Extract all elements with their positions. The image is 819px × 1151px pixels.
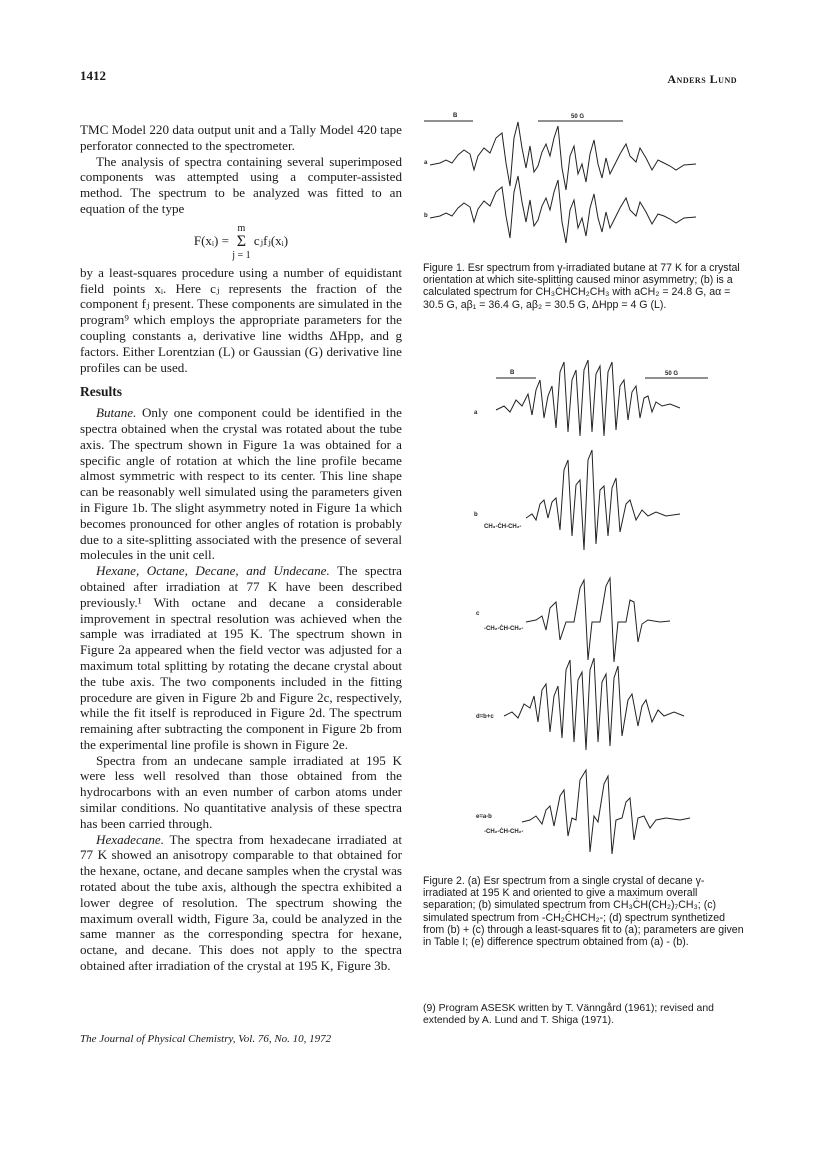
paragraph-hexadecane: [80, 832, 402, 974]
figure-2-structure-c: -CH₂-ĊH-CH₂-: [484, 626, 524, 632]
figure-2-trace-label-d: d=b+c: [476, 714, 494, 720]
butane-text: Only one component could be identified in the spectra obtained when the crystal was rotated about the tube axis. The spectrum shown in Figure 1a was obtained for a specific angle of rotation at which the line profile became almost symmetric with respect to its center. This line shape can be reasonably well simulated using the parameters given in Figure 1b. The slight asymmetry noted in Figure 1a which becomes pronounced for other angles of rotation is probably due to a site-splitting associated with the presence of several molecules in the unit cell.: [80, 405, 402, 563]
hexadecane-lead: Hexadecane.: [96, 831, 164, 847]
paragraph-least-squares: by a least-squares procedure using a number of equidistant field points xᵢ. Here cⱼ represents the fraction of the component fⱼ present. These components are simulated in the program⁹ which employs the appropriate parameters for the coupling constants a, derivative line widths ΔHpp, and g factors. Either Lorentzian (L) or Gaussian (G) derivative line profiles can be used.: [80, 264, 402, 375]
butane-lead: Butane.: [96, 405, 137, 421]
figure-1-trace-a: [430, 122, 696, 190]
figure-1-field-label: B: [453, 113, 458, 119]
sum-lower-limit: j = 1: [232, 249, 251, 261]
paragraph-intro: TMC Model 220 data output unit and a Tally Model 420 tape perforator connected to the spectrometer.: [80, 122, 402, 153]
figure-1: [418, 108, 748, 258]
figure-1-trace-b: [430, 176, 696, 243]
figure-1-scale-label: 50 G: [571, 114, 585, 120]
figure-1-trace-label-a: a: [424, 160, 428, 166]
paragraph-undecane: Spectra from an undecane sample irradiated at 195 K were less well resolved than those obtained from the hydrocarbons with an even number of carbon atoms under similar conditions. No quantitative analysis of these spectra has been carried through.: [80, 752, 402, 831]
equation-sum: [232, 223, 250, 261]
figure-2-structure-b: CH₃-ĊH-CH₂-: [484, 524, 522, 530]
section-heading-results: Results: [80, 384, 123, 400]
equation: [80, 223, 402, 261]
figure-2-trace-label-c: c: [476, 611, 480, 617]
journal-footer: The Journal of Physical Chemistry, Vol. 76, No. 10, 1972: [80, 1033, 332, 1045]
paragraph-analysis: The analysis of spectra containing several superimposed components was attempted using a computer-assisted method. The spectrum to be analyzed was fitted to an equation of the type: [80, 153, 402, 216]
figure-2-trace-d: [504, 658, 684, 750]
figure-2-scale-label: 50 G: [665, 371, 679, 377]
page-number: 1412: [80, 68, 106, 83]
equation-rhs: cⱼfⱼ(xᵢ): [253, 232, 289, 248]
sum-upper-limit: m: [237, 222, 246, 234]
paragraph-hexane: [80, 563, 402, 753]
figure-2-structure-e: -CH₂-ĊH-CH₂-: [484, 829, 524, 835]
figure-1-trace-label-b: b: [424, 213, 428, 219]
figure-2-trace-b: [526, 450, 680, 550]
figure-2-trace-label-a: a: [474, 410, 478, 416]
equation-lhs: F(xᵢ) =: [193, 232, 229, 248]
running-head-author: Anders Lund: [667, 72, 737, 86]
figure-2-trace-label-b: b: [474, 512, 478, 518]
sigma-symbol: Σ: [236, 232, 247, 250]
figure-1-caption: Figure 1. Esr spectrum from γ-irradiated butane at 77 K for a crystal orientation at which site-splitting caused minor asymmetry; (b) is a calculated spectrum for CH₃ĊHCH₂CH₃ with aCH₂ = 24.8 G, aα = 30.5 G, aβ₁ = 36.4 G, aβ₂ = 30.5 G, ΔHpp = 4 G (L).: [423, 262, 740, 311]
hexane-lead: Hexane, Octane, Decane, and Undecane.: [96, 563, 330, 579]
figure-2-trace-c: [526, 578, 670, 662]
left-column: [80, 122, 402, 974]
figure-2-trace-label-e: e=a-b: [476, 814, 492, 820]
hexadecane-text: The spectra from hexadecane irradiated at 77 K showed an anisotropy comparable to that obtained for the hexane, octane, and decane samples when the crystal was rotated about the tube axis, although the spectra exhibited a lower degree of resolution. The spectrum showing the maximum overall width, Figure 3a, could be analyzed in the same manner as the corresponding spectra for hexane, octane, and decane. This does not apply to the spectra obtained after irradiation of the crystal at 195 K, Figure 3b.: [80, 831, 402, 974]
figure-2-caption: Figure 2. (a) Esr spectrum from a single crystal of decane γ-irradiated at 195 K and oriented to give a maximum overall separation; (b) simulated spectrum from CH₃ĊH(CH₂)₇CH₃; (c) simulated spectrum from -CH₂ĊHCH₂-; (d) spectrum synthetized from (b) + (c) through a least-squares fit to (a); parameters are given in Table I; (e) difference spectrum obtained from (a) - (b).: [423, 875, 744, 949]
figure-2-field-label: B: [510, 370, 515, 376]
figure-2-trace-a: [496, 360, 680, 436]
figure-2-trace-e: [522, 770, 690, 854]
footnote-9: (9) Program ASESK written by T. Vänngård (1961); revised and extended by A. Lund and T. Shiga (1971).: [423, 1003, 714, 1026]
hexane-text: The spectra obtained after irradiation at 77 K have been described previously.¹ With octane and decane a considerable improvement in spectral resolution was achieved when the sample was irradiated at 195 K. The spectrum shown in Figure 2a appeared when the field vector was adjusted for a maximum total splitting by rotating the decane crystal about the tube axis. The two components included in the fitting procedure are given in Figure 2b and Figure 2c, respectively, while the fit itself is reproduced in Figure 2d. The spectrum remaining after subtracting the component in Figure 2b from the experimental line profile is shown in Figure 2e.: [80, 563, 402, 752]
figure-2: [470, 340, 710, 870]
paragraph-butane: [80, 405, 402, 563]
